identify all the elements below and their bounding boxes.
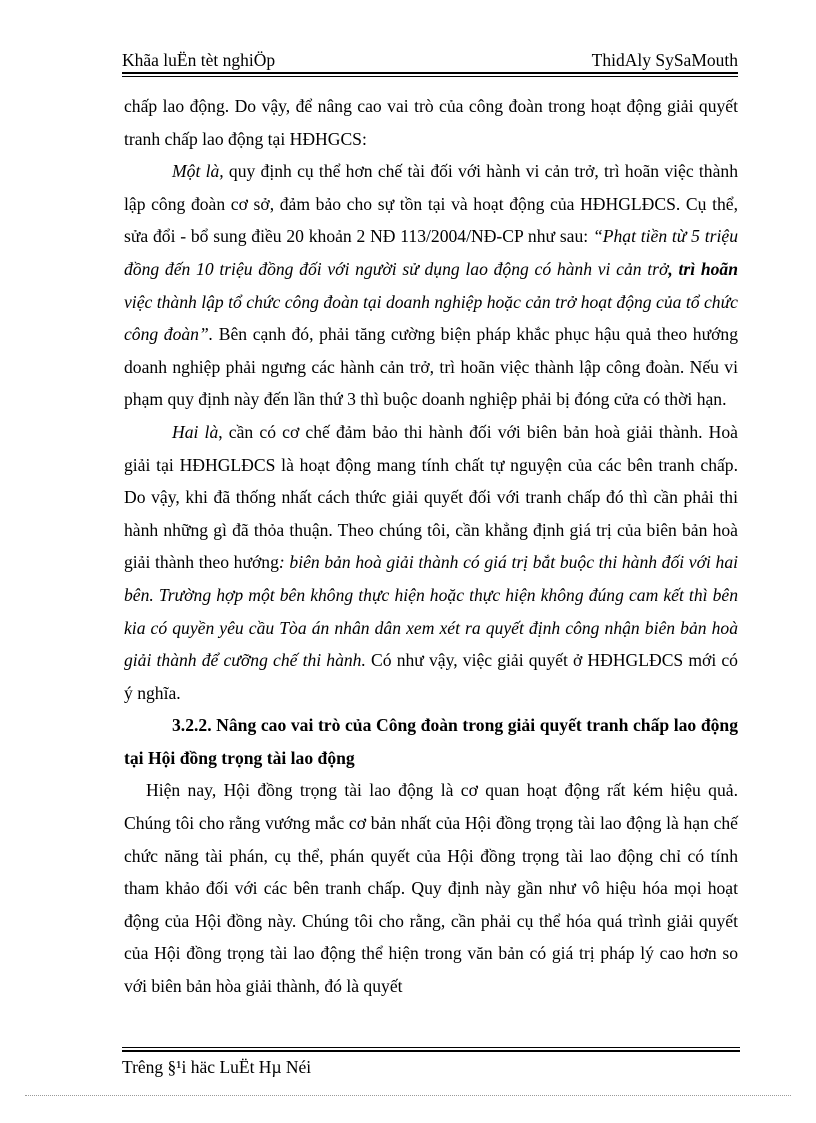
- text-run: Bên cạnh đó, phải tăng cường biện pháp khắc phục hậu quả theo hướng doanh nghiệp phải ngưng các hành cản trở, trì hoãn việc thành lập công đoàn. Nếu vi phạm quy định này đến lần thứ 3 thì buộc doanh nghiệp phải bị đóng cửa có thời hạn.: [124, 324, 739, 410]
- text-run: : biên bản hoà giải thành có giá trị bắt buộc thi hành đối với hai bên. Trường hợp một bên không thực hiện hoặc thực hiện không đúng cam kết thì bên kia có quyền yêu cầu Tòa án nhân dân xem xét ra quyết định công nhận biên bản hoà giải thành để cưỡng chế thi hành.: [124, 552, 739, 671]
- page-footer: Trêng §¹i häc LuËt Hµ Néi: [122, 1057, 312, 1077]
- text-run: quy định cụ thể hơn chế tài đối với hành vi cản trở, trì hoãn việc thành lập công đoàn cơ sở, đảm bảo cho sự tồn tại và hoạt động của HĐHGLĐCS. Cụ thể, sửa đổi - bổ sung điều 20 khoản 2 NĐ 113/2004/NĐ-CP như sau:: [124, 161, 738, 247]
- body-paragraph: [124, 155, 738, 416]
- header-rule-thick: [122, 72, 738, 74]
- body-paragraph: [124, 90, 738, 155]
- section-heading: [124, 709, 738, 774]
- text-run: , trì hoãn: [668, 258, 739, 279]
- page-header: [122, 48, 738, 74]
- footer-rule-thin: [122, 1047, 740, 1048]
- text-run: , cần có cơ chế đảm bảo thi hành đối với biên bản hoà giải thành. Hoà giải tại HĐHGLĐCS là hoạt động mang tính chất tự nguyện của các bên tranh chấp. Do vậy, khi đã thống nhất cách thức giải quyết đối với tranh chấp đó thì cần phải thi hành những gì đã thỏa thuận. Theo chúng tôi, cần khẳng định giá trị của biên bản hoà giải thành theo hướng: [124, 421, 738, 573]
- text-run: “Phạt tiền từ 5 triệu đồng đến 10 triệu đồng đối với người sử dụng lao động có hành vi cản trở: [124, 226, 738, 279]
- header-author: ThidAly SySaMouth: [591, 50, 738, 70]
- footer-rule-thick: [122, 1050, 740, 1052]
- text-run: chấp lao động. Do vậy, để nâng cao vai trò của công đoàn trong hoạt động giải quyết tranh chấp lao động tại HĐHGCS:: [124, 96, 738, 149]
- header-rule-thin: [122, 76, 738, 77]
- body-paragraph: [124, 774, 738, 1002]
- page-bottom-dotted-border: [25, 1095, 791, 1096]
- text-run: 3.2.2. Nâng cao vai trò của Công đoàn trong giải quyết tranh chấp lao động tại Hội đồng trọng tài lao động: [124, 715, 738, 768]
- body-paragraph: [124, 416, 738, 709]
- text-run: việc thành lập tổ chức công đoàn tại doanh nghiệp hoặc cản trở hoạt động của tổ chức công đoàn”.: [124, 291, 738, 345]
- text-run: Hai là: [172, 421, 219, 442]
- header-left-title: Khãa luËn tèt nghiÖp: [122, 50, 276, 70]
- document-body: [124, 90, 738, 1003]
- text-run: Một là,: [172, 161, 224, 182]
- text-run: Có như vậy, việc giải quyết ở HĐHGLĐCS mới có ý nghĩa.: [124, 650, 738, 703]
- text-run: Hiện nay, Hội đồng trọng tài lao động là cơ quan hoạt động rất kém hiệu quả. Chúng tôi cho rằng vướng mắc cơ bản nhất của Hội đồng trọng tài lao động là hạn chế chức năng tài phán, cụ thể, phán quyết của Hội đồng trọng tài lao động chỉ có tính tham khảo đối với các bên tranh chấp. Quy định này gần như vô hiệu hóa mọi hoạt động của Hội đồng này. Chúng tôi cho rằng, cần phải cụ thể hóa quá trình giải quyết của Hội đồng trọng tài lao động thể hiện trong văn bản có giá trị pháp lý cao hơn so với biên bản hòa giải thành, đó là quyết: [124, 780, 738, 997]
